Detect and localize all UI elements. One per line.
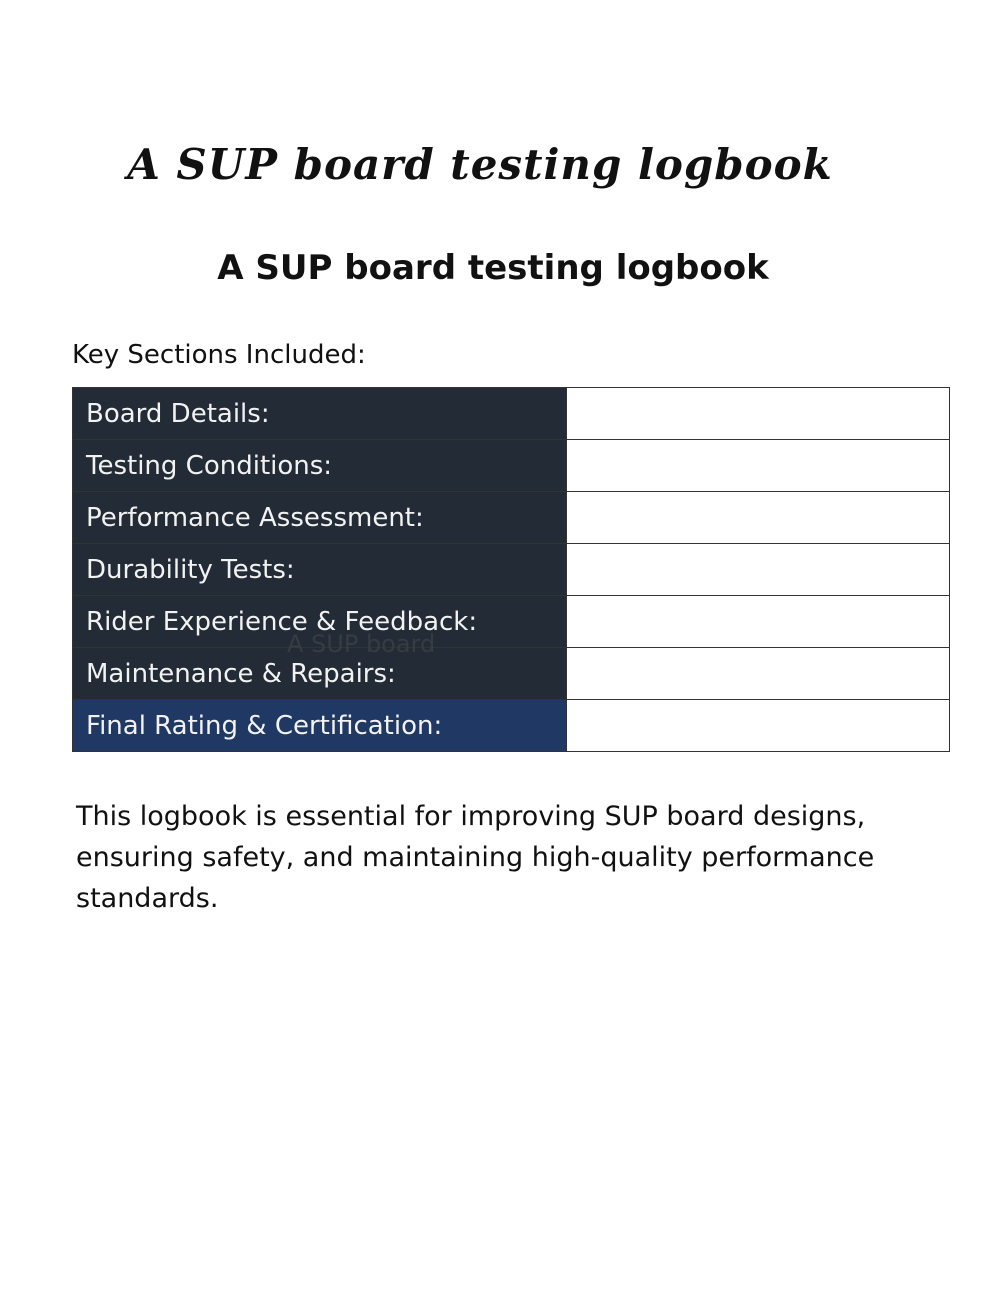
table-row bbox=[73, 440, 950, 492]
closing-paragraph: This logbook is essential for improving SUP board designs, ensuring safety, and maintaining high-quality performance standards. bbox=[76, 801, 875, 914]
page-heading: A SUP board testing logbook bbox=[217, 248, 769, 288]
section-value-durability-tests[interactable] bbox=[567, 544, 950, 596]
section-label-testing-conditions: Testing Conditions: bbox=[73, 440, 567, 492]
section-value-board-details[interactable] bbox=[567, 388, 950, 440]
overlay-watermark-text: A SUP board bbox=[287, 630, 436, 658]
table-row bbox=[73, 492, 950, 544]
table-row bbox=[73, 596, 950, 648]
section-label-maintenance-repairs: Maintenance & Repairs: bbox=[73, 648, 567, 700]
table-row bbox=[73, 544, 950, 596]
section-value-rider-experience[interactable] bbox=[567, 596, 950, 648]
table-row bbox=[73, 700, 950, 752]
table-row bbox=[73, 648, 950, 700]
section-value-maintenance-repairs[interactable] bbox=[567, 648, 950, 700]
section-value-performance-assessment[interactable] bbox=[567, 492, 950, 544]
sections-table bbox=[72, 387, 950, 752]
section-value-testing-conditions[interactable] bbox=[567, 440, 950, 492]
section-label-durability-tests: Durability Tests: bbox=[73, 544, 567, 596]
intro-text: Key Sections Included: bbox=[72, 340, 366, 370]
section-value-final-rating[interactable] bbox=[567, 700, 950, 752]
section-label-rider-experience: Rider Experience & Feedback: bbox=[73, 596, 567, 648]
table-row bbox=[73, 388, 950, 440]
section-label-final-rating: Final Rating & Certification: bbox=[73, 700, 567, 752]
section-label-board-details: Board Details: bbox=[73, 388, 567, 440]
section-label-performance-assessment: Performance Assessment: bbox=[73, 492, 567, 544]
script-title: A SUP board testing logbook bbox=[127, 140, 833, 189]
